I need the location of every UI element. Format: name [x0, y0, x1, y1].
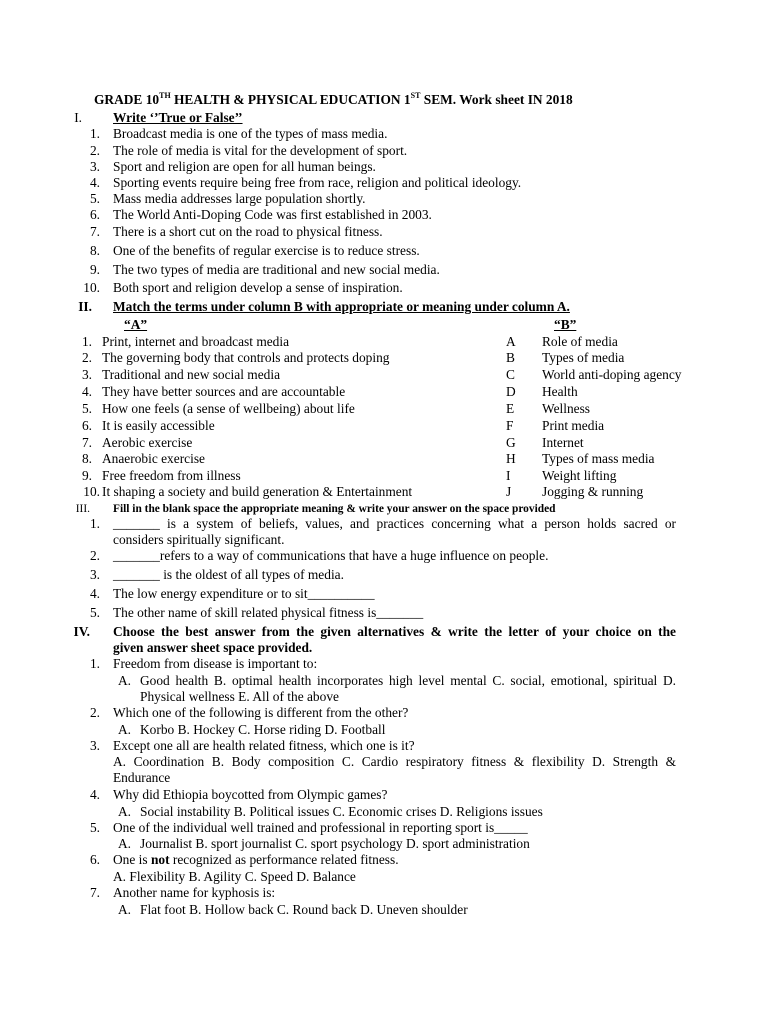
- column-b-item: Types of media: [542, 350, 625, 365]
- list-item: _______refers to a way of communications that have a huge influence on people.: [113, 548, 549, 563]
- column-b-letter: D: [506, 384, 516, 399]
- table-row-number: 9.: [81, 468, 92, 483]
- list-item: The two types of media are traditional and new social media.: [113, 262, 440, 277]
- column-b-letter: F: [506, 418, 514, 433]
- list-item-number: 6.: [89, 207, 100, 222]
- column-b-letter: J: [506, 484, 512, 499]
- column-b-letter: B: [506, 350, 515, 365]
- answer-options: Korbo B. Hockey C. Horse riding D. Football: [140, 722, 386, 737]
- answer-options: A. Coordination B. Body composition C. Cardio respiratory fitness & flexibility D. Strength &: [113, 754, 676, 769]
- column-b-letter: I: [506, 468, 511, 483]
- list-item: The role of media is vital for the development of sport.: [113, 143, 408, 158]
- column-a-item: Anaerobic exercise: [102, 451, 205, 466]
- column-b-item: Jogging & running: [542, 484, 644, 499]
- column-b-letter: A: [506, 334, 516, 349]
- list-item: The low energy expenditure or to sit__________: [113, 586, 375, 601]
- list-item-number: 10.: [83, 280, 100, 295]
- column-a-item: It is easily accessible: [102, 418, 215, 433]
- list-item-number: 3.: [89, 567, 100, 582]
- column-b-heading: “B”: [554, 317, 577, 332]
- table-row-number: 3.: [81, 367, 92, 382]
- list-item: Sporting events require being free from race, religion and political ideology.: [113, 175, 522, 190]
- question-text: Another name for kyphosis is:: [113, 885, 276, 900]
- table-row-number: 10.: [83, 484, 100, 499]
- question-number: 6.: [89, 852, 100, 867]
- list-item: Sport and religion are open for all human beings.: [113, 159, 376, 174]
- list-item: Both sport and religion develop a sense of inspiration.: [113, 280, 403, 295]
- table-row-number: 4.: [81, 384, 92, 399]
- column-a-item: They have better sources and are accountable: [102, 384, 346, 399]
- list-item: One of the benefits of regular exercise is to reduce stress.: [113, 243, 420, 258]
- list-item: There is a short cut on the road to physical fitness.: [113, 224, 383, 239]
- question-text: Except one all are health related fitness, which one is it?: [113, 738, 415, 753]
- question-number: 7.: [89, 885, 100, 900]
- answer-options-continuation: Physical wellness E. All of the above: [140, 689, 339, 704]
- column-b-item: Types of mass media: [542, 451, 655, 466]
- answer-options: Flat foot B. Hollow back C. Round back D. Uneven shoulder: [140, 902, 468, 917]
- answer-options: Journalist B. sport journalist C. sport psychology D. sport administration: [140, 836, 530, 851]
- question-number: 5.: [89, 820, 100, 835]
- question-text: Freedom from disease is important to:: [113, 656, 318, 671]
- list-item: _______ is a system of beliefs, values, and practices concerning what a person holds sacred or: [113, 516, 676, 531]
- list-item: Broadcast media is one of the types of mass media.: [113, 126, 388, 141]
- table-row-number: 2.: [81, 350, 92, 365]
- list-item-number: 7.: [89, 224, 100, 239]
- answer-options-continuation: Endurance: [113, 770, 171, 785]
- list-item-number: 2.: [89, 143, 100, 158]
- question-number: 1.: [89, 656, 100, 671]
- table-row-number: 8.: [81, 451, 92, 466]
- table-row-number: 7.: [81, 435, 92, 450]
- section-2-numeral: II.: [78, 299, 92, 314]
- column-a-item: Aerobic exercise: [102, 435, 193, 450]
- table-row-number: 1.: [81, 334, 92, 349]
- answer-label: A.: [118, 673, 132, 688]
- column-a-item: Free freedom from illness: [102, 468, 241, 483]
- question-text: One is not recognized as performance related fitness.: [113, 852, 399, 867]
- section-2-heading: Match the terms under column B with appropriate or meaning under column A.: [113, 299, 570, 314]
- column-b-item: Internet: [542, 435, 584, 450]
- column-b-item: Wellness: [542, 401, 591, 416]
- section-4-heading-continuation: given answer sheet space provided.: [113, 640, 313, 655]
- worksheet-title: GRADE 10TH HEALTH & PHYSICAL EDUCATION 1ST SEM. Work sheet IN 2018: [94, 91, 573, 107]
- section-3-numeral: III.: [75, 503, 90, 515]
- question-text: Why did Ethiopia boycotted from Olympic games?: [113, 787, 388, 802]
- table-row-number: 5.: [81, 401, 92, 416]
- column-a-item: How one feels (a sense of wellbeing) about life: [102, 401, 355, 416]
- section-4-heading: Choose the best answer from the given alternatives & write the letter of your choice on the: [113, 624, 676, 639]
- list-item-number: 4.: [89, 586, 100, 601]
- question-number: 3.: [89, 738, 100, 753]
- answer-label: A.: [118, 722, 132, 737]
- question-number: 4.: [89, 787, 100, 802]
- column-b-item: Role of media: [542, 334, 618, 349]
- list-item-number: 5.: [89, 605, 100, 620]
- list-item-number: 1.: [89, 516, 100, 531]
- column-a-item: Print, internet and broadcast media: [102, 334, 290, 349]
- table-row-number: 6.: [81, 418, 92, 433]
- list-item: _______ is the oldest of all types of media.: [113, 567, 344, 582]
- column-b-letter: C: [506, 367, 515, 382]
- column-b-letter: E: [506, 401, 515, 416]
- answer-label: A.: [118, 836, 132, 851]
- column-b-item: World anti-doping agency: [542, 367, 682, 382]
- column-b-item: Print media: [542, 418, 605, 433]
- list-item-number: 4.: [89, 175, 100, 190]
- list-item-number: 8.: [89, 243, 100, 258]
- column-b-letter: G: [506, 435, 516, 450]
- list-item-number: 5.: [89, 191, 100, 206]
- column-b-item: Weight lifting: [542, 468, 617, 483]
- list-item: The other name of skill related physical fitness is_______: [113, 605, 424, 620]
- column-a-heading: “A”: [124, 317, 148, 332]
- section-1-numeral: I.: [74, 110, 82, 125]
- column-b-letter: H: [506, 451, 516, 466]
- question-number: 2.: [89, 705, 100, 720]
- answer-options: A. Flexibility B. Agility C. Speed D. Balance: [113, 869, 356, 884]
- section-3-heading: Fill in the blank space the appropriate meaning & write your answer on the space provided: [113, 503, 556, 515]
- column-a-item: It shaping a society and build generation & Entertainment: [102, 484, 413, 499]
- list-item-number: 3.: [89, 159, 100, 174]
- answer-options: Good health B. optimal health incorporates high level mental C. social, emotional, spiritual D.: [140, 673, 676, 688]
- list-item: Mass media addresses large population shortly.: [113, 191, 366, 206]
- section-4-numeral: IV.: [73, 624, 90, 639]
- column-b-item: Health: [542, 384, 578, 399]
- column-a-item: The governing body that controls and protects doping: [102, 350, 390, 365]
- list-item-number: 2.: [89, 548, 100, 563]
- answer-label: A.: [118, 902, 132, 917]
- answer-options: Social instability B. Political issues C. Economic crises D. Religions issues: [140, 804, 543, 819]
- column-a-item: Traditional and new social media: [102, 367, 281, 382]
- list-item-number: 9.: [89, 262, 100, 277]
- list-item-continuation: considers spiritually significant.: [113, 532, 285, 547]
- section-1-heading: Write ‘’True or False’’: [113, 110, 243, 125]
- question-text: Which one of the following is different from the other?: [113, 705, 409, 720]
- list-item-number: 1.: [89, 126, 100, 141]
- answer-label: A.: [118, 804, 132, 819]
- question-text: One of the individual well trained and professional in reporting sport is_____: [113, 820, 528, 835]
- list-item: The World Anti-Doping Code was first established in 2003.: [113, 207, 432, 222]
